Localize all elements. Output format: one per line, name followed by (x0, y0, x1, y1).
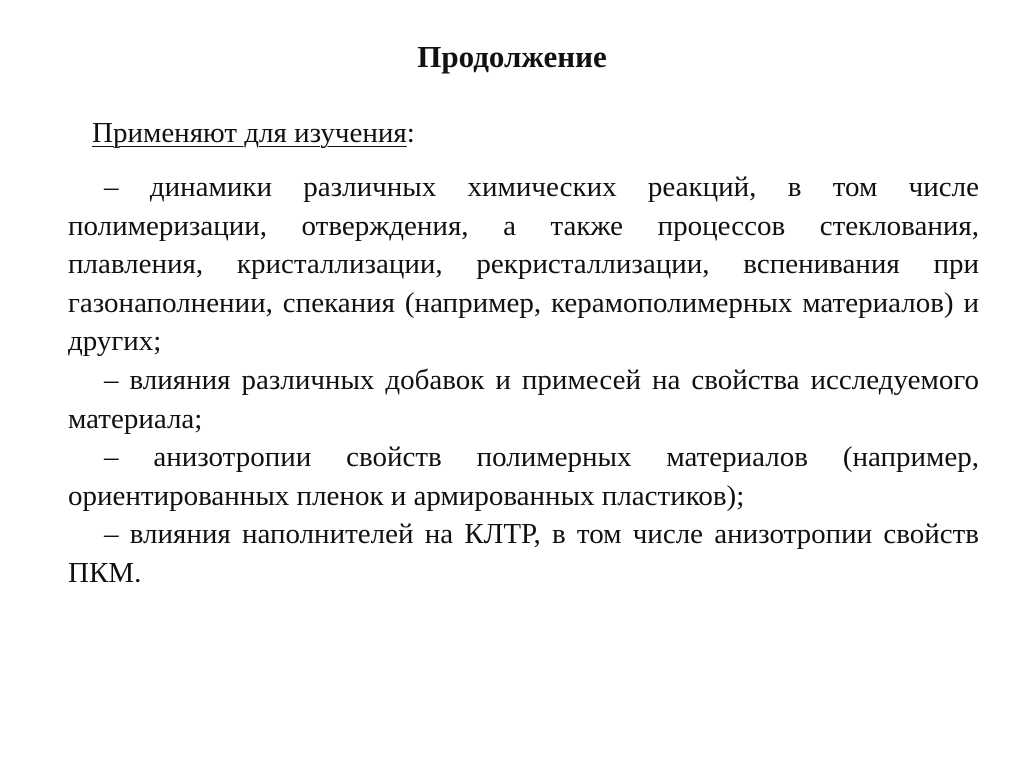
list-item: – динамики различных химических реакций, в том числе полимеризации, отверждения, а также процессов стеклования, плавления, кристаллизации, рекристаллизации, вспенивания при газонаполнении, спекания (например, керамополимерных материалов) и других; (68, 171, 979, 358)
intro-label: Применяют для изучения (92, 117, 407, 149)
application-list (68, 168, 979, 593)
slide-title: Продолжение (417, 39, 607, 74)
intro-heading (92, 114, 415, 152)
intro-colon: : (406, 117, 415, 149)
list-item: – влияния различных добавок и примесей на свойства исследуемого материала; (68, 363, 979, 435)
list-item: – анизотропии свойств полимерных материалов (например, ориентированных пленок и армированных пластиков); (68, 441, 979, 512)
list-item: – влияния наполнителей на КЛТР, в том числе анизотропии свойств ПКМ. (68, 518, 979, 589)
